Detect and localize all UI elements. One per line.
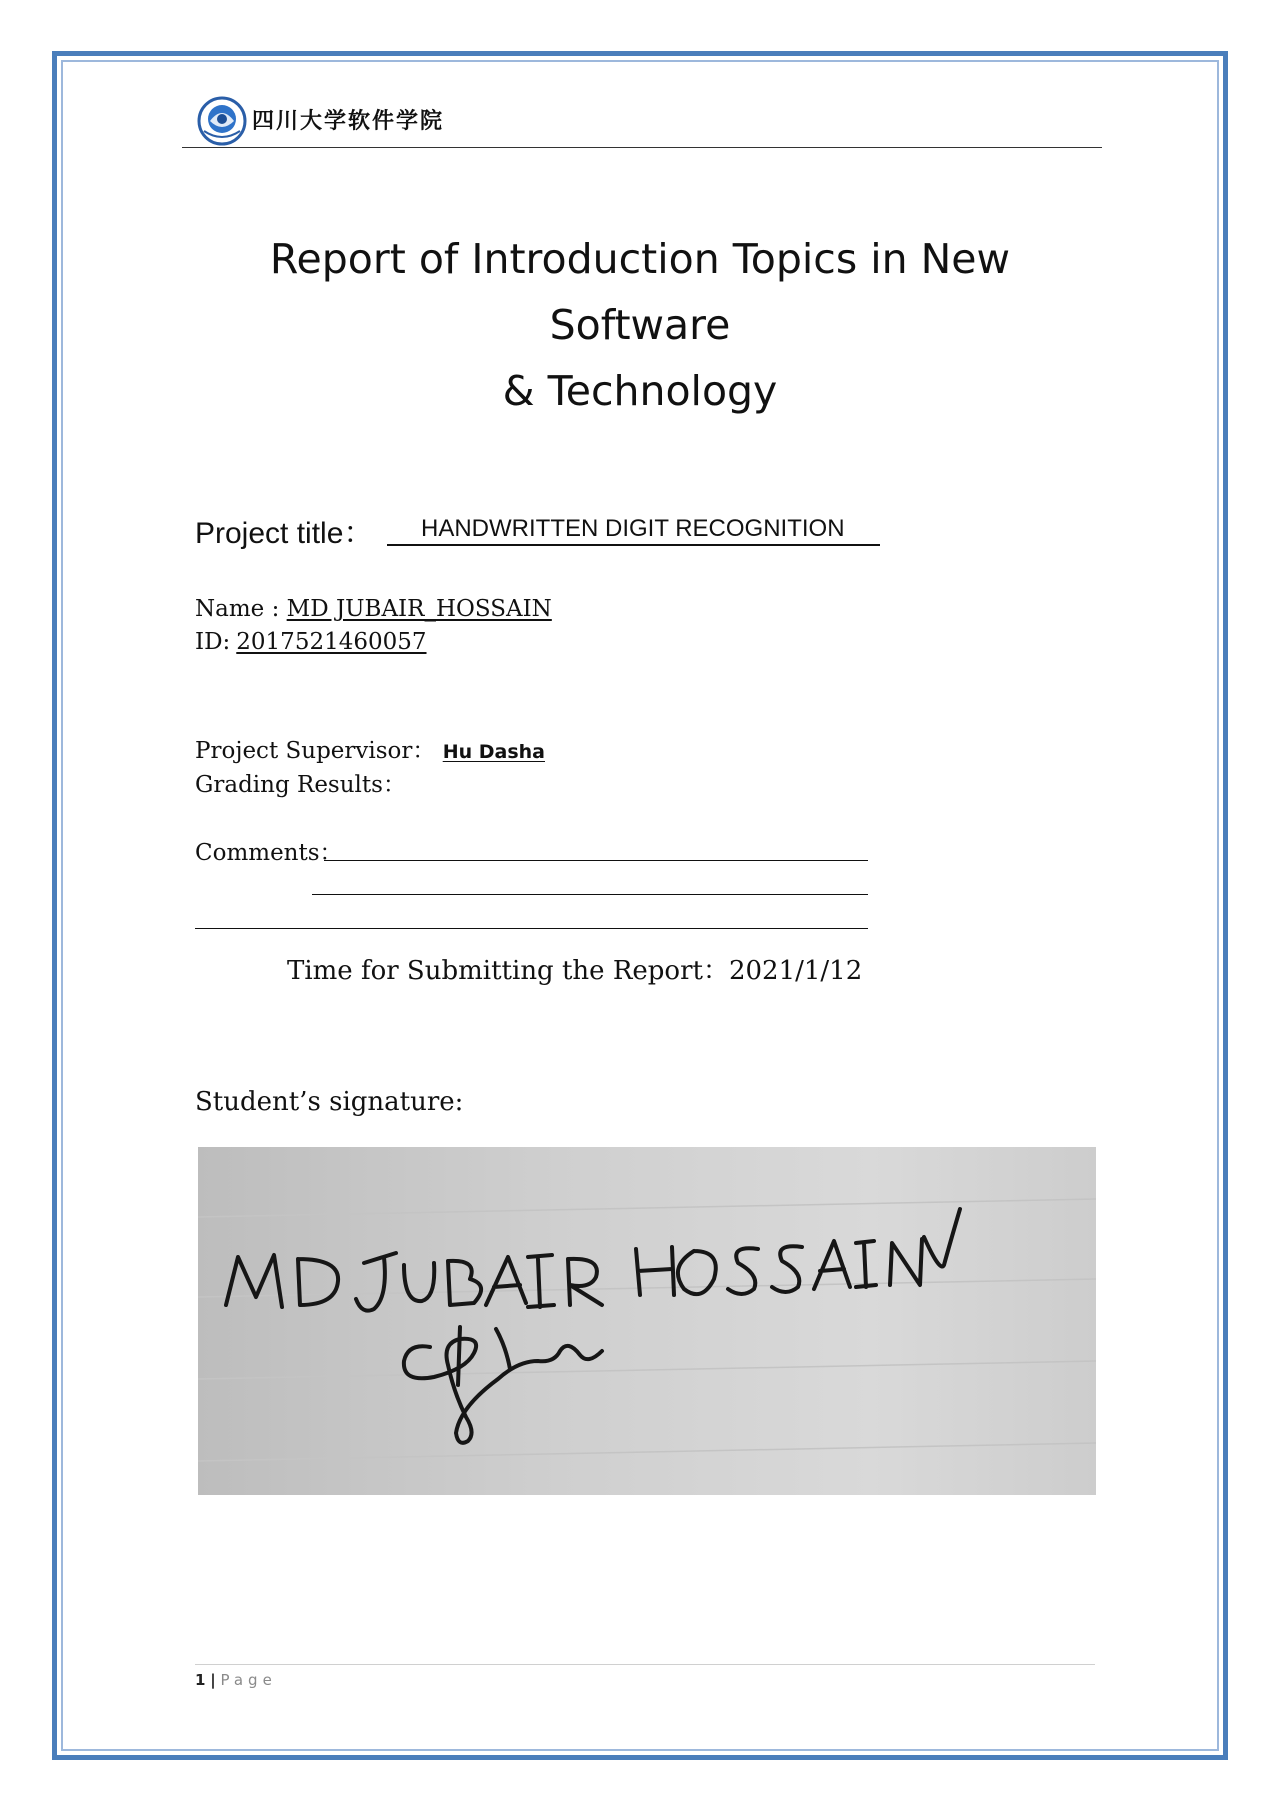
id-row — [195, 629, 433, 655]
name-label: Name : — [195, 596, 280, 622]
header-divider — [182, 147, 1102, 148]
signature-label: Student’s signature: — [195, 1087, 464, 1117]
footer-separator: | — [210, 1671, 216, 1689]
report-title — [180, 226, 1100, 424]
page-number: 1 — [195, 1671, 206, 1689]
submission-date: 2021/1/12 — [728, 956, 863, 986]
handwritten-signature — [198, 1147, 1096, 1495]
submission-row — [287, 950, 862, 987]
institution-name: 四川大学软件学院 — [252, 108, 445, 134]
title-line-1: Report of Introduction Topics in New Software — [269, 235, 1011, 349]
id-label: ID: — [195, 629, 231, 655]
name-row — [195, 596, 552, 622]
page-word: Page — [220, 1671, 277, 1689]
page-footer — [195, 1671, 277, 1689]
comments-line-3 — [195, 928, 868, 929]
submission-label: Time for Submitting the Report： — [287, 956, 729, 986]
supervisor-row — [195, 732, 545, 765]
project-title-value: HANDWRITTEN DIGIT RECOGNITION — [387, 514, 880, 546]
comments-label: Comments： — [195, 840, 343, 866]
name-value: MD JUBAIR_HOSSAIN — [286, 596, 552, 622]
comments-line-2 — [312, 894, 868, 895]
comments-line-1 — [324, 860, 868, 861]
footer-divider — [195, 1664, 1095, 1665]
grading-label: Grading Results： — [195, 772, 406, 798]
university-logo — [196, 95, 248, 147]
title-line-2: & Technology — [502, 367, 778, 415]
id-value: 2017521460057 — [236, 629, 427, 655]
supervisor-label: Project Supervisor： — [195, 738, 436, 764]
project-title-label: Project title： — [195, 517, 374, 550]
supervisor-value: Hu Dasha — [442, 741, 545, 763]
signature-image — [198, 1147, 1096, 1495]
